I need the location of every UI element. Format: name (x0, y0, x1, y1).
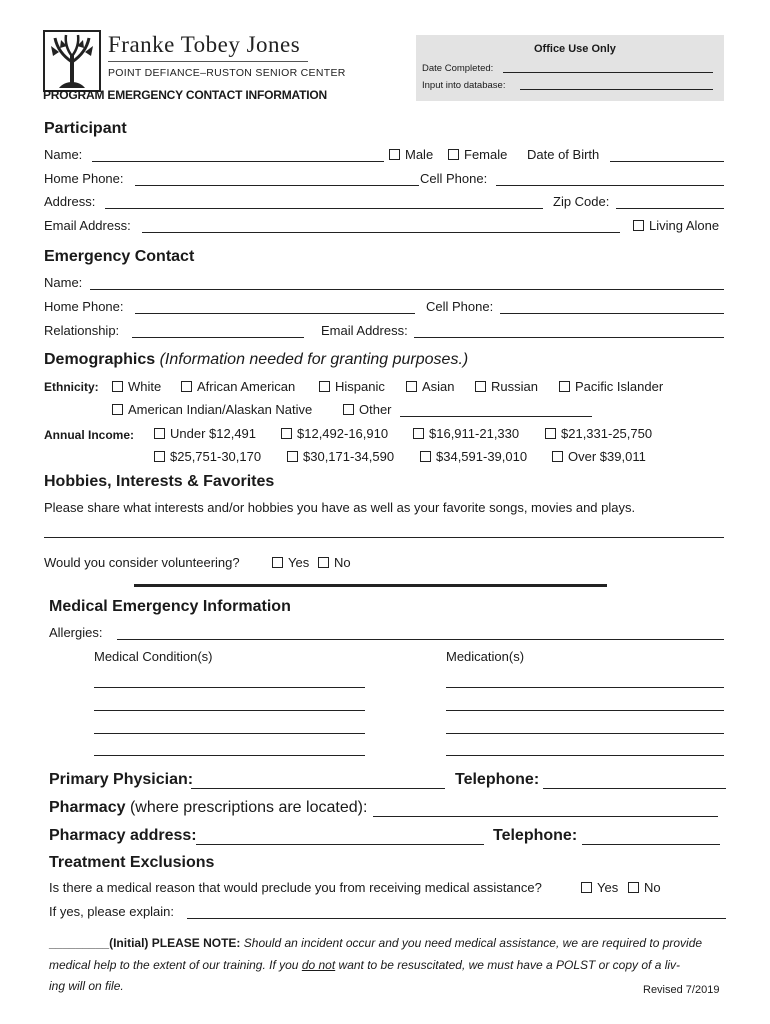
income-option[interactable]: $12,492-16,910 (281, 426, 388, 441)
pharmacy-telephone-field[interactable] (582, 844, 720, 845)
do-not-emphasis: do not (301, 958, 336, 972)
ethnicity-russian[interactable]: Russian (475, 379, 538, 394)
ethnicity-hispanic[interactable]: Hispanic (319, 379, 385, 394)
participant-name-field[interactable] (92, 161, 384, 162)
physician-field[interactable] (191, 788, 445, 789)
please-note-label: PLEASE NOTE: (151, 936, 241, 950)
condition-line[interactable] (94, 710, 365, 711)
ethnicity-asian[interactable]: Asian (406, 379, 455, 394)
female-option[interactable]: Female (448, 147, 507, 162)
participant-cell-phone-label: Cell Phone: (420, 171, 488, 186)
office-input-database-field[interactable] (520, 89, 713, 90)
condition-line[interactable] (94, 755, 365, 756)
office-date-completed-label: Date Completed: (422, 63, 494, 74)
emergency-home-phone-label: Home Phone: (44, 299, 124, 314)
office-date-completed-field[interactable] (503, 72, 713, 73)
participant-heading: Participant (44, 120, 127, 137)
ethnicity-african-american[interactable]: African American (181, 379, 295, 394)
dob-label: Date of Birth (527, 147, 600, 162)
volunteer-question: Would you consider volunteering? (44, 555, 240, 570)
pharmacy-telephone-label: Telephone: (493, 827, 578, 844)
volunteer-yes-option[interactable]: Yes (272, 555, 309, 570)
pharmacy-label: Pharmacy (49, 799, 126, 816)
emergency-cell-phone-field[interactable] (500, 313, 724, 314)
medications-label: Medication(s) (446, 649, 525, 664)
demographics-heading: Demographics (44, 351, 156, 368)
checkbox[interactable] (112, 404, 123, 415)
volunteer-no-option[interactable]: No (318, 555, 351, 570)
explain-field[interactable] (187, 918, 726, 919)
checkbox[interactable] (413, 428, 424, 439)
income-label: Annual Income: (44, 428, 135, 442)
emergency-contact-heading: Emergency Contact (44, 248, 195, 265)
ethnicity-american-indian[interactable]: American Indian/Alaskan Native (112, 402, 312, 417)
ethnicity-label: Ethnicity: (44, 380, 99, 394)
medication-line[interactable] (446, 733, 724, 734)
emergency-name-label: Name: (44, 275, 83, 290)
logo (43, 30, 101, 92)
allergies-label: Allergies: (49, 625, 103, 640)
office-input-database-label: Input into database: (422, 80, 506, 91)
emergency-name-field[interactable] (90, 289, 724, 290)
condition-line[interactable] (94, 687, 365, 688)
emergency-email-field[interactable] (414, 337, 724, 338)
section-divider (134, 584, 607, 587)
volunteer-yes-checkbox[interactable] (272, 557, 283, 568)
emergency-cell-phone-label: Cell Phone: (426, 299, 494, 314)
checkbox[interactable] (559, 381, 570, 392)
checkbox[interactable] (475, 381, 486, 392)
logo-divider (108, 61, 308, 62)
hobbies-field[interactable] (44, 537, 724, 538)
hobbies-prompt: Please share what interests and/or hobbies you have as well as your favorite songs, movies and plays. (44, 500, 636, 515)
note-line-1 (49, 936, 702, 950)
relationship-label: Relationship: (44, 323, 120, 338)
participant-home-phone-label: Home Phone: (44, 171, 124, 186)
checkbox[interactable] (154, 428, 165, 439)
logo-subtitle: POINT DEFIANCE–RUSTON SENIOR CENTER (108, 67, 346, 79)
pharmacy-note: (where prescriptions are located): (129, 799, 368, 816)
ethnicity-other-field[interactable] (400, 416, 592, 417)
participant-cell-phone-field[interactable] (496, 185, 724, 186)
female-checkbox[interactable] (448, 149, 459, 160)
note-line-3: ing will on file. (49, 979, 124, 993)
participant-name-label: Name: (44, 147, 83, 162)
checkbox[interactable] (154, 451, 165, 462)
medication-line[interactable] (446, 710, 724, 711)
explain-label: If yes, please explain: (49, 904, 175, 919)
living-alone-option[interactable]: Living Alone (633, 218, 719, 233)
zip-label: Zip Code: (553, 194, 610, 209)
ethnicity-other[interactable]: Other (343, 402, 392, 417)
participant-home-phone-field[interactable] (135, 185, 419, 186)
exclusion-question: Is there a medical reason that would preclude you from receiving medical assistance? (49, 880, 542, 895)
checkbox[interactable] (181, 381, 192, 392)
condition-line[interactable] (94, 733, 365, 734)
income-option[interactable]: $16,911-21,330 (413, 426, 519, 441)
pharmacy-row (49, 799, 367, 817)
initial-label: (Initial) (109, 936, 149, 950)
office-use-title: Office Use Only (534, 43, 616, 55)
medication-line[interactable] (446, 755, 724, 756)
address-label: Address: (44, 194, 96, 209)
note-text-1: Should an incident occur and you need medical assistance, we are required to provide (243, 936, 703, 950)
checkbox[interactable] (112, 381, 123, 392)
medication-line[interactable] (446, 687, 724, 688)
checkbox[interactable] (545, 428, 556, 439)
volunteer-no-checkbox[interactable] (318, 557, 329, 568)
income-option[interactable]: $30,171-34,590 (287, 449, 394, 464)
emergency-home-phone-field[interactable] (135, 313, 415, 314)
tree-logo-icon (45, 32, 99, 90)
medical-heading: Medical Emergency Information (49, 598, 291, 615)
zip-field[interactable] (616, 208, 724, 209)
income-option[interactable]: Over $39,011 (552, 449, 646, 464)
participant-email-label: Email Address: (44, 218, 131, 233)
exclusion-no-option[interactable]: No (628, 880, 661, 895)
checkbox[interactable] (343, 404, 354, 415)
pharmacy-field[interactable] (373, 816, 718, 817)
address-field[interactable] (105, 208, 543, 209)
living-alone-checkbox[interactable] (633, 220, 644, 231)
income-option[interactable]: Under $12,491 (154, 426, 256, 441)
pharmacy-address-field[interactable] (196, 844, 484, 845)
checkbox[interactable] (319, 381, 330, 392)
revision-date: Revised 7/2019 (643, 984, 720, 996)
male-option[interactable]: Male (389, 147, 433, 162)
conditions-label: Medical Condition(s) (94, 649, 213, 664)
dob-field[interactable] (610, 161, 724, 162)
male-checkbox[interactable] (389, 149, 400, 160)
checkbox[interactable] (420, 451, 431, 462)
demographics-heading-row (44, 351, 468, 369)
relationship-field[interactable] (132, 337, 304, 338)
pharmacy-address-label: Pharmacy address: (49, 827, 197, 844)
allergies-field[interactable] (117, 639, 724, 640)
logo-title: Franke Tobey Jones (108, 32, 301, 57)
hobbies-heading: Hobbies, Interests & Favorites (44, 473, 275, 490)
emergency-email-label: Email Address: (321, 323, 408, 338)
note-line-2: medical help to the extent of our training. If you do not want to be resuscitated, we must have a POLST or copy of a liv- (49, 958, 681, 972)
ethnicity-white[interactable]: White (112, 379, 161, 394)
physician-telephone-label: Telephone: (455, 771, 540, 788)
checkbox[interactable] (281, 428, 292, 439)
participant-email-field[interactable] (142, 232, 620, 233)
income-option[interactable]: $34,591-39,010 (420, 449, 527, 464)
checkbox[interactable] (287, 451, 298, 462)
exclusion-no-checkbox[interactable] (628, 882, 639, 893)
ethnicity-pacific-islander[interactable]: Pacific Islander (559, 379, 663, 394)
physician-telephone-field[interactable] (543, 788, 726, 789)
income-option[interactable]: $25,751-30,170 (154, 449, 261, 464)
exclusion-yes-option[interactable]: Yes (581, 880, 618, 895)
form-title: PROGRAM EMERGENCY CONTACT INFORMATION (43, 88, 327, 102)
initial-field[interactable]: _________ (49, 936, 110, 950)
checkbox[interactable] (552, 451, 563, 462)
physician-label: Primary Physician: (49, 771, 194, 788)
demographics-note: (Information needed for granting purposes.) (159, 351, 469, 368)
income-option[interactable]: $21,331-25,750 (545, 426, 652, 441)
treatment-exclusions-heading: Treatment Exclusions (49, 854, 215, 871)
checkbox[interactable] (406, 381, 417, 392)
exclusion-yes-checkbox[interactable] (581, 882, 592, 893)
